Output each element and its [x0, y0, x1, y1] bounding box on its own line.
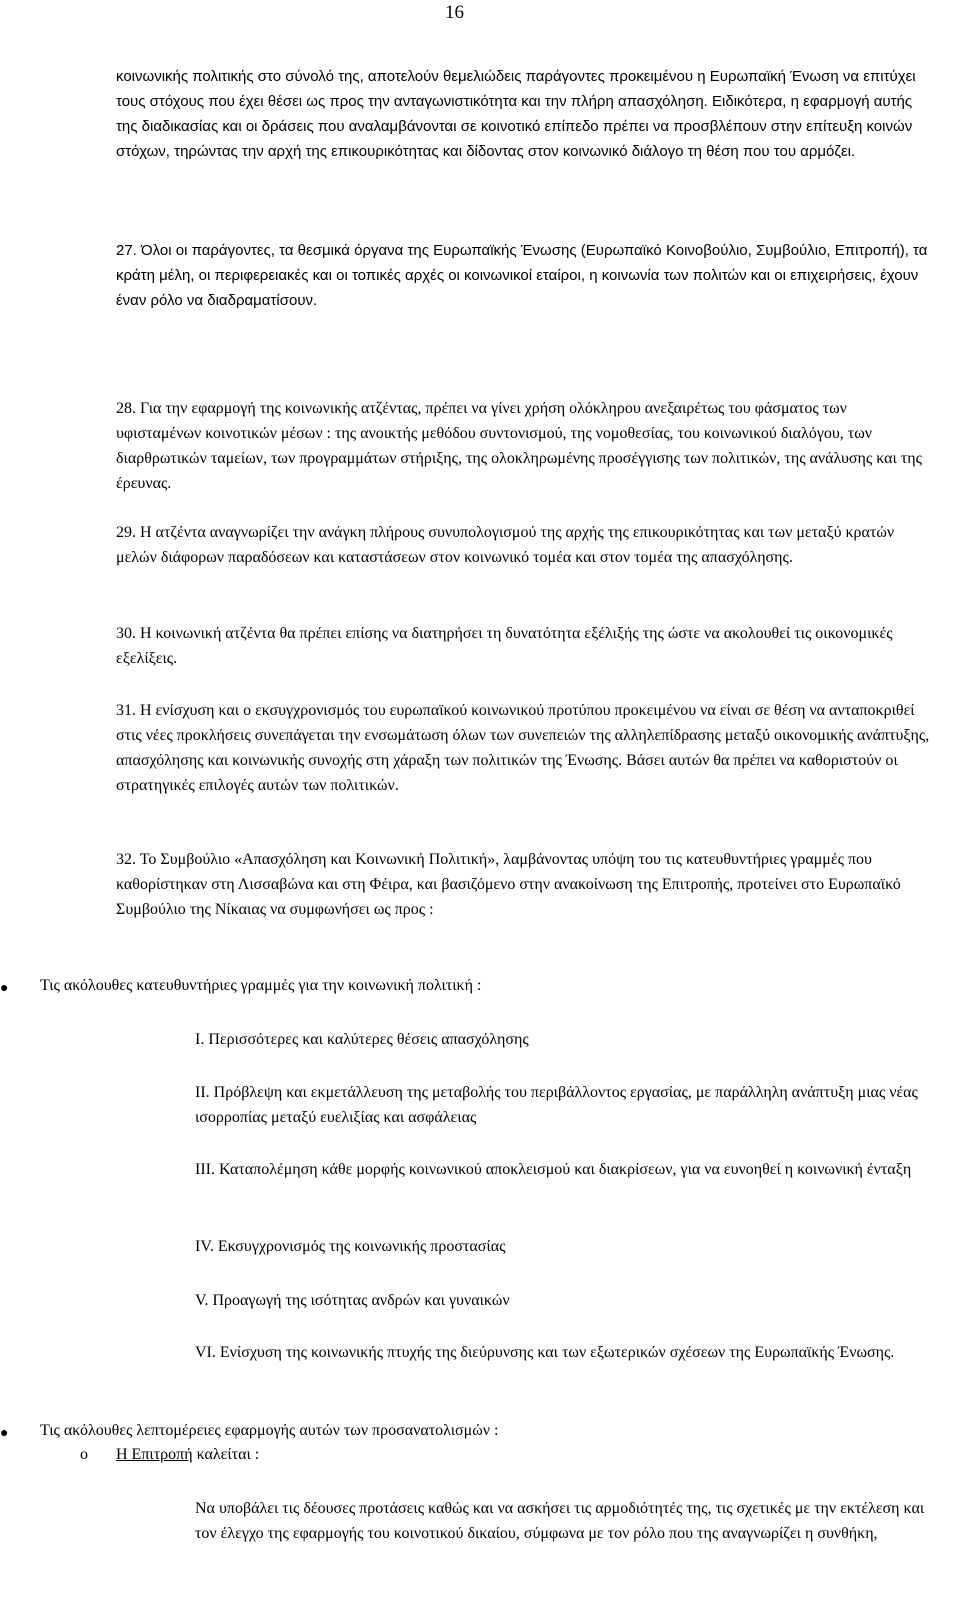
list-item-4: IV. Εκσυγχρονισμός της κοινωνικής προστασίας — [195, 1238, 506, 1255]
paragraph-32: 32. Το Συμβούλιο «Απασχόληση και Κοινωνική Πολιτική», λαμβάνοντας υπόψη του τις κατευθυντήριες γραμμές που καθορίστηκαν στη Λισσαβώνα και στη Φέιρα, και βασιζόμενο στην ανακοίνωση της Επιτροπής, προτείνει στο Ευρωπαϊκό Συμβούλιο της Νίκαιας να συμφωνήσει ως προς : — [116, 851, 901, 918]
paragraph-29: 29. Η ατζέντα αναγνωρίζει την ανάγκη πλήρους συνυπολογισμού της αρχής της επικουρικότητας και των μεταξύ κρατών μελών διάφορων παραδόσεων και καταστάσεων στον κοινωνικό τομέα και στον τομέα της απασχόλησης. — [116, 524, 895, 566]
final-paragraph: Να υποβάλει τις δέουσες προτάσεις καθώς και να ασκήσει τις αρμοδιότητές της, τις σχετικές με την εκτέλεση και τον έλεγχο της εφαρμογής του κοινοτικού δικαίου, σύμφωνα με τον ρόλο που της αναγνωρίζει η συνθήκη, — [195, 1500, 925, 1542]
list-item-6: VI. Ενίσχυση της κοινωνικής πτυχής της διεύρυνσης και των εξωτερικών σχέσεων της Ευρωπαϊκής Ένωσης. — [195, 1344, 895, 1361]
sub-bullet-icon: o — [80, 1446, 88, 1463]
list-item-1: I. Περισσότερες και καλύτερες θέσεις απασχόλησης — [195, 1031, 529, 1048]
list-item-3: III. Καταπολέμηση κάθε μορφής κοινωνικού αποκλεισμού και διακρίσεων, για να ευνοηθεί η κοινωνική ένταξη — [195, 1161, 912, 1178]
list-item-2: II. Πρόβλεψη και εκμετάλλευση της μεταβολής του περιβάλλοντος εργασίας, με παράλληλη ανάπτυξη μιας νέας ισορροπίας μεταξύ ευελιξίας και ασφάλειας — [195, 1084, 918, 1126]
paragraph-28: 28. Για την εφαρμογή της κοινωνικής ατζέντας, πρέπει να γίνει χρήση ολόκληρου ανεξαιρέτως του φάσματος των υφισταμένων κοινοτικών μέσων : της ανοικτής μεθόδου συντονισμού, της νομοθεσίας, του κοινωνικού διαλόγου, των διαρθρωτικών ταμείων, των προγραμμάτων στήριξης, της ολοκληρωμένης προσέγγισης των πολιτικών, της ανάλυσης και της έρευνας. — [116, 400, 922, 492]
paragraph-30: 30. Η κοινωνική ατζέντα θα πρέπει επίσης να διατηρήσει τη δυνατότητα εξέλιξής της ώστε να ακολουθεί τις οικονομικές εξελίξεις. — [116, 625, 893, 667]
page-number: 16 — [445, 2, 464, 23]
commission-heading: Η Επιτροπή — [116, 1446, 193, 1463]
bullet-guidelines: Τις ακόλουθες κατευθυντήριες γραμμές για την κοινωνική πολιτική : — [40, 977, 482, 994]
bullet-implementation: Τις ακόλουθες λεπτομέρειες εφαρμογής αυτών των προσανατολισμών : — [40, 1422, 499, 1439]
list-item-5: V. Προαγωγή της ισότητας ανδρών και γυναικών — [195, 1292, 510, 1309]
commission-suffix: καλείται : — [192, 1446, 260, 1463]
paragraph-27: 27. Όλοι οι παράγοντες, τα θεσμικά όργανα της Ευρωπαϊκής Ένωσης (Ευρωπαϊκό Κοινοβούλιο, Συμβούλιο, Επιτροπή), τα κράτη μέλη, οι περιφερειακές και οι τοπικές αρχές οι κοινωνικοί εταίροι, η κοινωνία των πολιτών και οι επιχειρήσεις, έχουν έναν ρόλο να διαδραματίσουν. — [116, 242, 928, 309]
sub-bullet-commission — [116, 1442, 851, 1467]
bullet-icon: ● — [0, 981, 9, 996]
intro-paragraph: κοινωνικής πολιτικής στο σύνολό της, αποτελούν θεμελιώδεις παράγοντες προκειμένου η Ευρωπαϊκή Ένωση να επιτύχει τους στόχους που έχει θέσει ως προς την ανταγωνιστικότητα και την πλήρη απασχόληση. Ειδικότερα, η εφαρμογή αυτής της διαδικασίας και οι δράσεις που αναλαμβάνονται σε κοινοτικό επίπεδο πρέπει να προσβλέπουν στην επίτευξη κοινών στόχων, τηρώντας την αρχή της επικουρικότητας και δίδοντας στον κοινωνικό διάλογο τη θέση που του αρμόζει. — [116, 68, 916, 160]
paragraph-31: 31. Η ενίσχυση και ο εκσυγχρονισμός του ευρωπαϊκού κοινωνικού προτύπου προκειμένου να είναι σε θέση να ανταποκριθεί στις νέες προκλήσεις συνεπάγεται την ενσωμάτωση όλων των συνεπειών της αλληλεπίδρασης μεταξύ οικονομικής ανάπτυξης, απασχόλησης και κοινωνικής συνοχής στη χάραξη των πολιτικών της Ένωσης. Βάσει αυτών θα πρέπει να καθοριστούν οι στρατηγικές επιλογές αυτών των πολιτικών. — [116, 702, 930, 794]
bullet-icon: ● — [0, 1426, 9, 1441]
